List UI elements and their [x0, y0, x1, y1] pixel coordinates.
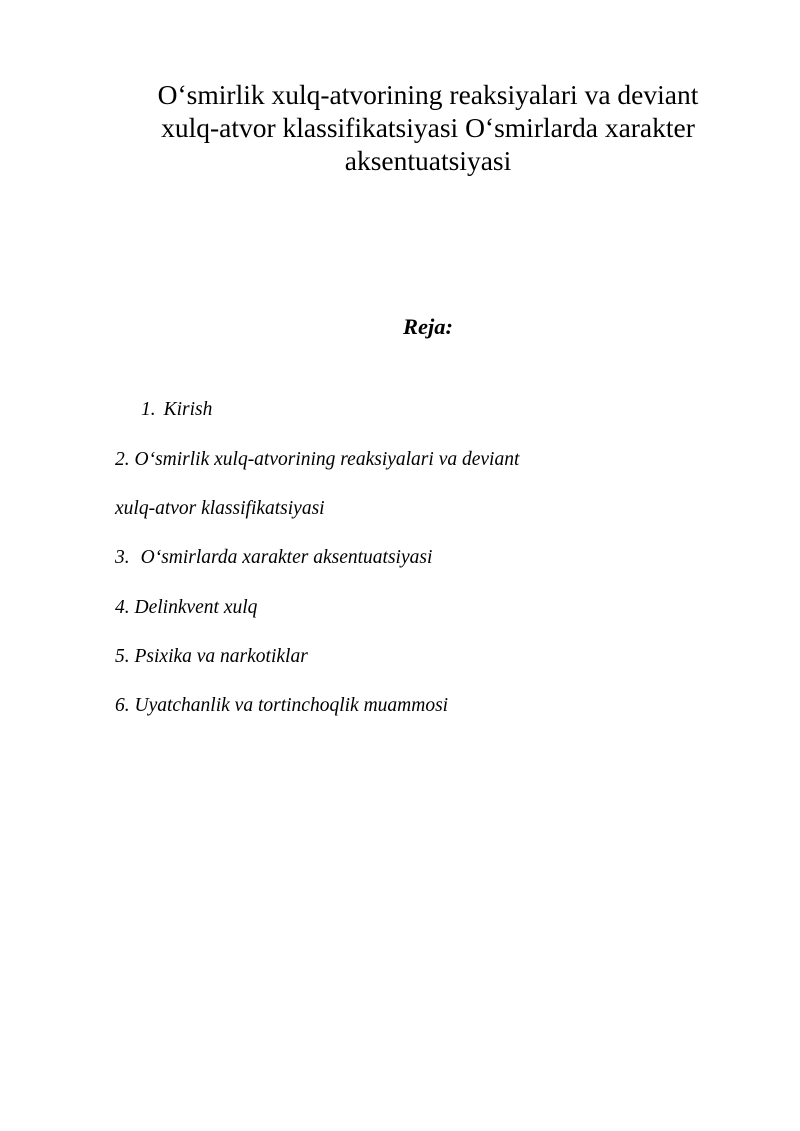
plan-item-number: 4.: [115, 597, 130, 618]
plan-item-4: [115, 596, 257, 620]
plan-item-number: 6.: [115, 695, 130, 716]
plan-item-text: O‘smirlik xulq-atvorining reaksiyalari va deviant: [134, 449, 520, 470]
document-title: [130, 78, 726, 177]
title-line-3: aksentuatsiyasi: [344, 145, 512, 176]
plan-item-6: [115, 694, 448, 718]
plan-item-2: [115, 448, 519, 472]
title-line-1: O‘smirlik xulq-atvorining reaksiyalari va deviant: [157, 79, 699, 110]
plan-item-3: [115, 546, 432, 570]
plan-item-text: O‘smirlarda xarakter aksentuatsiyasi: [140, 547, 433, 568]
plan-item-number: 5.: [115, 646, 130, 667]
title-line-2: xulq-atvor klassifikatsiyasi O‘smirlarda xarakter: [161, 112, 695, 143]
plan-item-number: 3.: [115, 547, 130, 568]
plan-heading: Reja:: [403, 314, 453, 339]
plan-item-text: Psixika va narkotiklar: [134, 646, 308, 667]
plan-item-text: Uyatchanlik va tortinchoqlik muammosi: [134, 695, 449, 716]
plan-item-2-continued: [115, 497, 325, 521]
plan-item-text: Kirish: [163, 399, 213, 420]
plan-item-number: 2.: [115, 449, 130, 470]
plan-item-1: [141, 398, 212, 422]
plan-item-text: xulq-atvor klassifikatsiyasi: [115, 498, 325, 519]
plan-item-5: [115, 645, 308, 669]
plan-item-number: 1.: [141, 399, 156, 420]
plan-item-text: Delinkvent xulq: [134, 597, 258, 618]
